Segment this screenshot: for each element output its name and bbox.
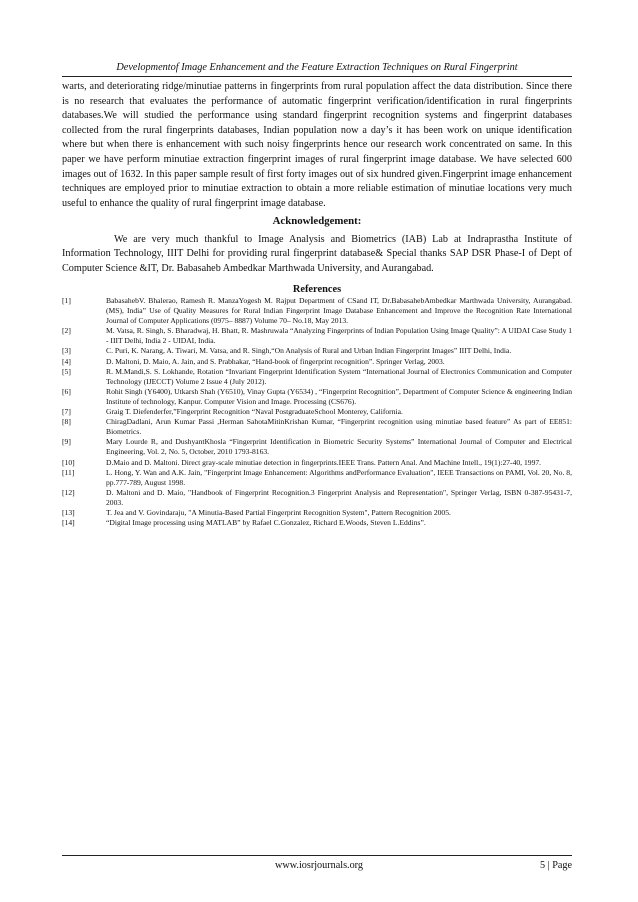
reference-number: [6] bbox=[62, 386, 71, 396]
reference-text: D. Maltoni, D. Maio, A. Jain, and S. Prabhakar, “Hand-book of fingerprint recognition”. Springer Verlag, 2003. bbox=[106, 356, 445, 366]
body-paragraph: warts, and deteriorating ridge/minutiae patterns in fingerprints from rural population affect the data distribution. Since there is no research that evaluates the performance of automatic fingerprint verification/identification in rural fingerprints databases.We will studied the performance using standard fingerprint recognition systems and fingerprint databases collected from the rural fingerprints databases, Indian population now a day’s it has been work on unique identification where but when there is enhancement with such noisy fingerprints hence our research work concentrated on same. In this paper we have perform minutiae extraction fingerprint images of rural fingerprint image database. We have selected 600 images out of 1632. In this paper sample result of first forty images out of six hundred given.Fingerprint image enhancement techniques are employed prior to minutiae extraction to obtain a more reliable estimation of minutiae locations very much useful to enhance the quality of rural fingerprint image database. bbox=[62, 81, 572, 209]
reference-text: Rohit Singh (Y6400), Utkarsh Shah (Y6510), Vinay Gupta (Y6534) , “Fingerprint Recognition”, Department of Computer Science & engineering Indian Institute of technology, Kanpur. Computer Vision and Image. Processing (CS676). bbox=[106, 386, 572, 406]
reference-number: [2] bbox=[62, 326, 71, 336]
reference-text: C. Puri, K. Narang, A. Tiwari, M. Vatsa, and R. Singh,“On Analysis of Rural and Urban Indian Fingerprint Images” IIIT Delhi, India. bbox=[106, 346, 512, 356]
reference-number: [3] bbox=[62, 346, 71, 356]
reference-number: [11] bbox=[62, 467, 75, 477]
reference-number: [12] bbox=[62, 487, 75, 497]
footer-website: www.iosrjournals.org bbox=[274, 860, 363, 871]
reference-number: [1] bbox=[62, 296, 71, 305]
reference-item bbox=[62, 458, 572, 468]
reference-text: M. Vatsa, R. Singh, S. Bharadwaj, H. Bhatt, R. Mashruwala “Analyzing Fingerprints of Indian Population Using Image Quality”: A UIDAI Case Study 1 - IIIT Delhi, India 2 - UIDAI, India. bbox=[106, 326, 572, 346]
reference-number: [10] bbox=[62, 457, 75, 467]
reference-item bbox=[62, 387, 572, 407]
references-title: References bbox=[292, 284, 342, 295]
reference-item bbox=[62, 367, 572, 387]
reference-number: [13] bbox=[62, 507, 75, 517]
reference-number: [7] bbox=[62, 407, 71, 417]
reference-text: T. Jea and V. Govindaraju, "A Minutia-Based Partial Fingerprint Recognition System", Pattern Recognition 2005. bbox=[106, 507, 451, 517]
reference-text: D. Maltoni and D. Maio, "Handbook of Fingerprint Recognition.3 Fingerprint Analysis and Representation", Springer Verlag, ISBN 0-387-95431-7, 2003. bbox=[106, 487, 572, 507]
page-number: 5 | Page bbox=[539, 860, 572, 871]
reference-number: [14] bbox=[62, 518, 75, 528]
reference-number: [9] bbox=[62, 437, 71, 447]
reference-number: [4] bbox=[62, 356, 71, 366]
reference-text: “Digital Image processing using MATLAB” by Rafael C.Gonzalez, Richard E.Woods, Steven L.Eddins”. bbox=[106, 518, 426, 528]
footer-rule bbox=[62, 855, 572, 856]
reference-text: BabasahebV. Bhalerao, Ramesh R. ManzaYogesh M. Rajput Department of CSand IT, Dr.BabasahebAmbedkar Marthwada University, Aurangabad.(MS), India” Use of Quality Measures for Rural Indian Fingerprint Image Database Enhancement and Improve the Recognition Rate International Journal of Computer Applications (0975– 8887) Volume 70– No.18, May 2013. bbox=[106, 296, 572, 326]
header-rule bbox=[62, 76, 572, 77]
reference-item bbox=[62, 518, 572, 528]
reference-item bbox=[62, 468, 572, 488]
reference-item bbox=[62, 407, 572, 417]
reference-item bbox=[62, 346, 572, 356]
acknowledgement-title: Acknowledgement: bbox=[272, 215, 362, 227]
reference-number: [8] bbox=[62, 417, 71, 427]
reference-text: Mary Lourde R, and DushyantKhosla “Fingerprint Identification in Biometric Security Systems” International Journal of Computer and Electrical Engineering, Vol. 2, No. 5, October, 2010 1793-8163. bbox=[106, 437, 572, 457]
acknowledgement-text: We are very much thankful to Image Analysis and Biometrics (IAB) Lab at Indraprastha Institute of Information Technology, IIIT Delhi for providing rural fingerprint database& Special thanks SAP DSR Phase-I of Dept of Computer Science &IT, Dr. Babasaheb Ambedkar Marthwada University, and Aurangabad. bbox=[62, 234, 572, 274]
reference-text: D.Maio and D. Maltoni. Direct gray-scale minutiae detection in fingerprints.IEEE Trans. Pattern Anal. And Machine Intell., 19(1):27-40, 1997. bbox=[106, 457, 542, 467]
reference-text: L. Hong, Y. Wan and A.K. Jain, "Fingerprint Image Enhancement: Algorithms andPerformance Evaluation", IEEE Transactions on PAMI, Vol. 20, No. 8, pp.777-789, August 1998. bbox=[106, 467, 572, 487]
reference-text: Graig T. Diefenderfer,”Fingerprint Recognition “Naval PostgraduateSchool Monterey, California. bbox=[106, 407, 403, 417]
reference-item bbox=[62, 296, 572, 326]
reference-item bbox=[62, 508, 572, 518]
reference-item bbox=[62, 357, 572, 367]
reference-item bbox=[62, 488, 572, 508]
reference-text: ChiragDadlani, Arun Kumar Passi ,Herman SahotaMitinKrishan Kumar, “Fingerprint recognition using minutiae based feature” As part of EE851: Biometrics. bbox=[106, 417, 572, 437]
reference-item bbox=[62, 437, 572, 457]
reference-number: [5] bbox=[62, 366, 71, 376]
reference-list bbox=[62, 296, 572, 528]
reference-item bbox=[62, 326, 572, 346]
reference-text: R. M.Mandi,S. S. Lokhande, Rotation “Invariant Fingerprint Identification System “International Journal of Electronics Communication and Computer Technology (IJECCT) Volume 2 Issue 4 (July 2012). bbox=[106, 366, 572, 386]
running-header: Developmentof Image Enhancement and the Feature Extraction Techniques on Rural Fingerprint bbox=[116, 62, 518, 73]
reference-item bbox=[62, 417, 572, 437]
